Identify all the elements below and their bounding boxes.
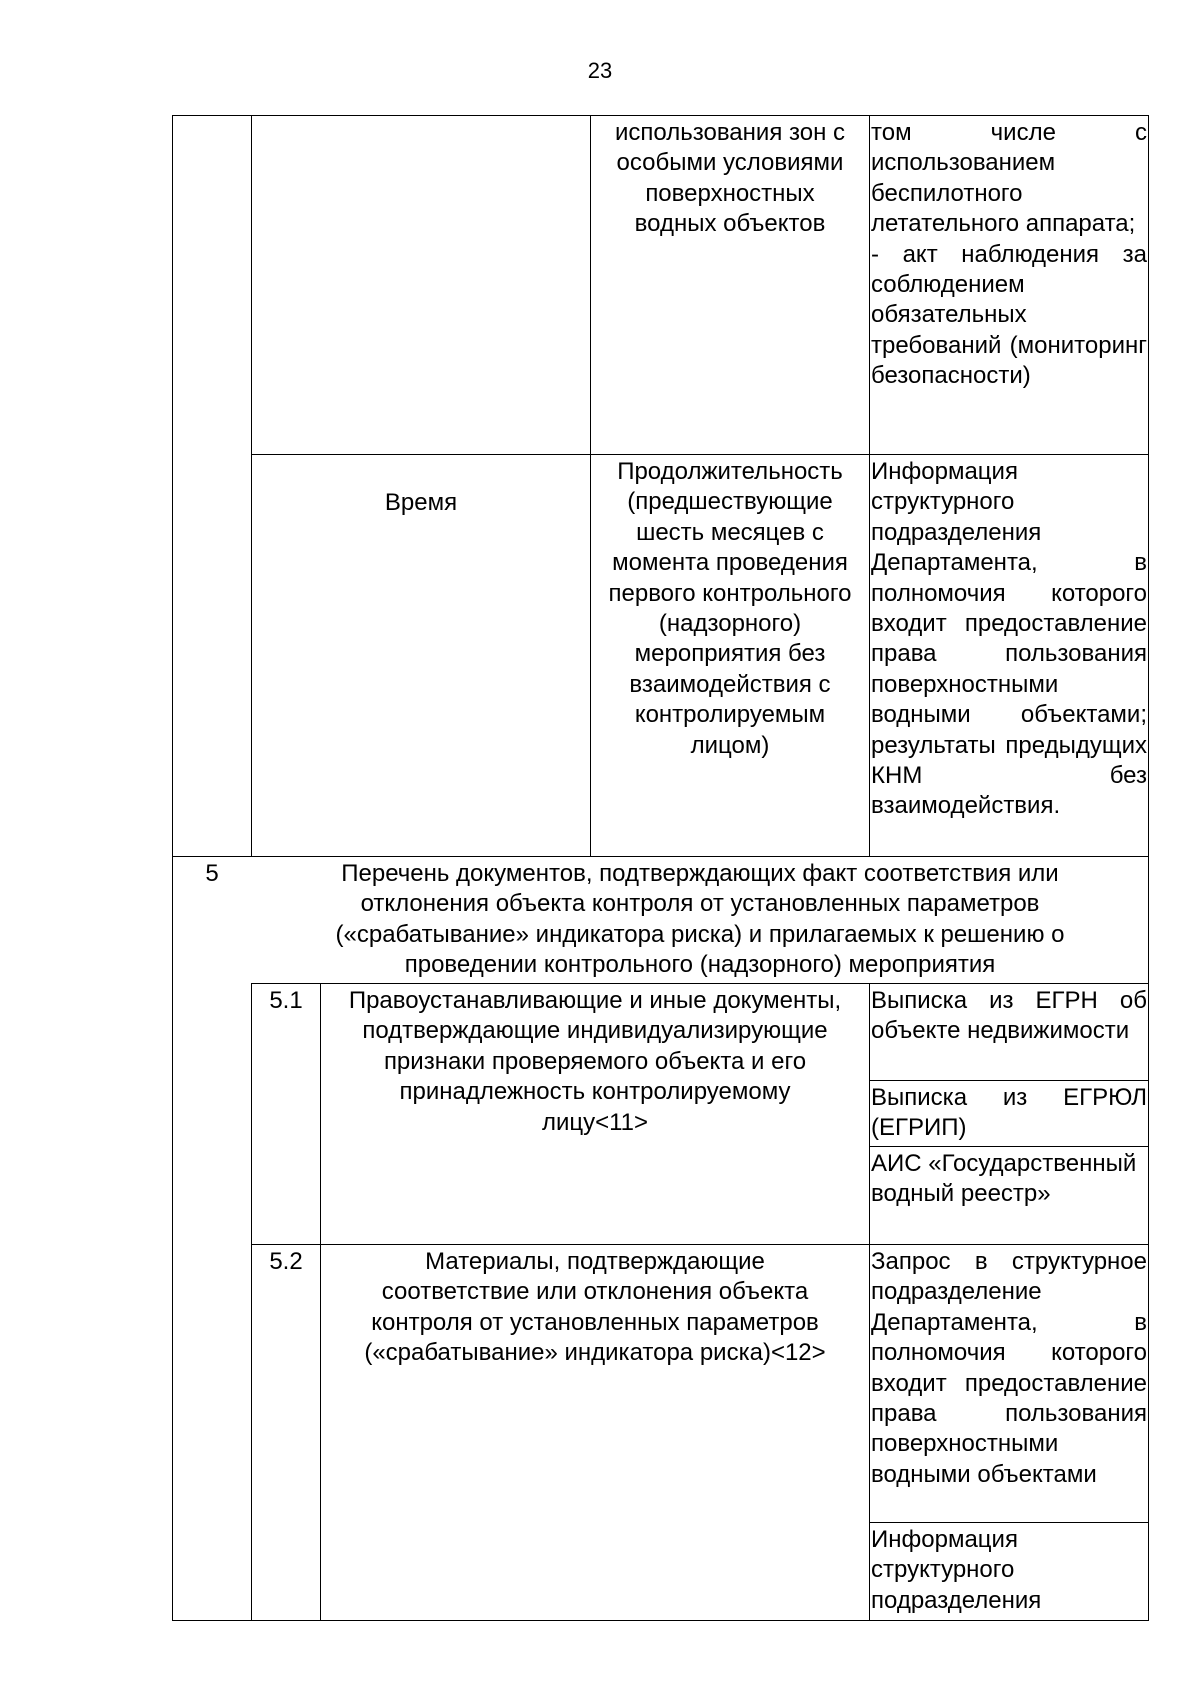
item-5-2-source-request: Запрос в структурное подразделение Департамента, в полномочия которого входит предоставление права пользования поверхностными водными объектами <box>871 1248 1147 1488</box>
table-rule <box>172 856 1149 857</box>
table-rule <box>869 983 870 1621</box>
table-rule <box>251 115 252 856</box>
item-5-1-description: Правоустанавливающие и иные документы, подтверждающие индивидуализирующие признаки проверяемого объекта и его принадлежность контролируемому лицу<11> <box>348 987 842 1136</box>
table-rule <box>251 454 1149 455</box>
page-number: 23 <box>587 58 613 83</box>
table-rule <box>251 1244 1149 1245</box>
item-5-2-number: 5.2 <box>269 1248 303 1275</box>
item-5-2-description: Материалы, подтверждающие соответствие или отклонения объекта контроля от установленных параметров («срабатывание» индикатора риска)<12> <box>364 1248 826 1367</box>
time-criterion-cell: Продолжительность (предшествующие шесть месяцев с момента проведения первого контрольного (надзорного) мероприятия без взаимодействия с контролируемым лицом) <box>608 458 852 759</box>
table-rule <box>1148 115 1149 1621</box>
section-5-number: 5 <box>205 860 219 887</box>
table-rule <box>172 115 1149 116</box>
table-rule <box>251 983 1149 984</box>
table-rule <box>869 1080 1149 1081</box>
zones-source-text: том числе с использованием беспилотного летательного аппарата; - акт наблюдения за соблюдением обязательных требований (мониторинг безопасности) <box>871 119 1147 390</box>
table-rule <box>251 983 252 1621</box>
item-5-1-number: 5.1 <box>269 987 303 1014</box>
item-5-1-source-ais: АИС «Государственный водный реестр» <box>871 1150 1137 1208</box>
table-rule <box>869 1146 1149 1147</box>
section-5-title: Перечень документов, подтверждающих факт соответствия или отклонения объекта контроля от установленных параметров («срабатывание» индикатора риска) и прилагаемых к решению о проведении контрольного (надзорного) мероприятия <box>335 860 1065 979</box>
zones-criterion-cell: использования зон с особыми условиями поверхностных водных объектов <box>615 119 845 238</box>
table-rule <box>869 115 870 856</box>
time-source-cell: Информация структурного подразделения Департамента, в полномочия которого входит предоставление права пользования поверхностными водными объектами; результаты предыдущих КНМ без взаимодействия. <box>871 458 1147 820</box>
time-label-cell: Время <box>384 489 458 516</box>
zones-source-cell <box>871 118 1147 392</box>
item-5-2-source-info: Информация структурного подразделения <box>871 1526 1042 1614</box>
table-rule <box>869 1522 1149 1523</box>
item-5-1-source-egrn: Выписка из ЕГРН об объекте недвижимости <box>871 987 1147 1045</box>
item-5-1-source-egrul: Выписка из ЕГРЮЛ (ЕГРИП) <box>871 1084 1147 1142</box>
table-rule <box>172 1620 1149 1621</box>
